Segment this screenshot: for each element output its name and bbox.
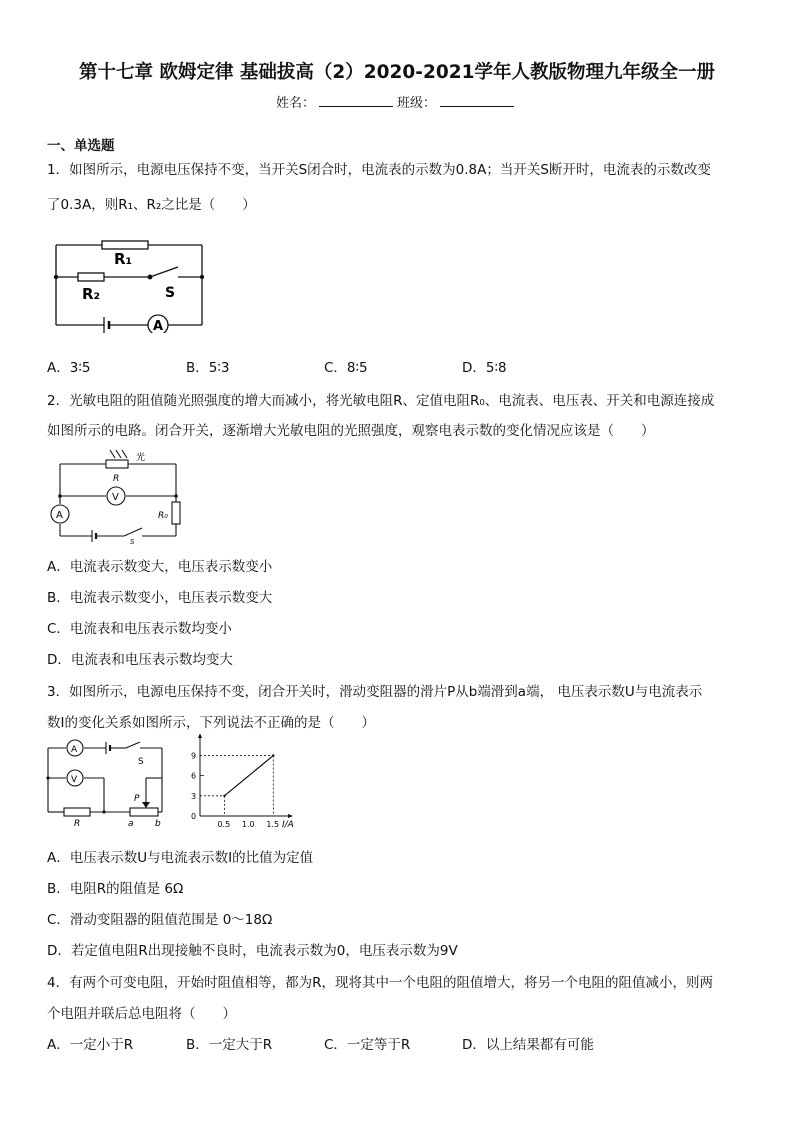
q4-option-a[interactable]: A．一定小于R bbox=[47, 1037, 134, 1053]
q3-label-end-a: a bbox=[128, 819, 134, 829]
x-axis-label: I/A bbox=[282, 820, 294, 830]
q1-option-b[interactable]: B．5∶3 bbox=[186, 360, 230, 376]
q2-label-v: V bbox=[112, 492, 119, 503]
q1-option-a[interactable]: A．3∶5 bbox=[47, 360, 91, 376]
q4-line1: 4．有两个可变电阻，开始时阻值相等，都为R，现将其中一个电阻的阻值增大，将另一个电阻的阻值减小，则两 bbox=[47, 975, 713, 991]
y-tick-label: 6 bbox=[191, 771, 197, 781]
q3-option-b[interactable]: B．电阻R的阻值是 6Ω bbox=[47, 881, 184, 897]
q1-r1-resistor bbox=[102, 241, 148, 249]
q1-node-left bbox=[54, 275, 58, 279]
q1-label-r2: R₂ bbox=[82, 285, 101, 303]
q3-r-resistor bbox=[64, 808, 90, 816]
q1-circuit-figure bbox=[50, 233, 210, 333]
x-tick-label: 1.0 bbox=[241, 820, 255, 829]
q3-label-end-b: b bbox=[155, 819, 161, 829]
q3-label-p: P bbox=[134, 794, 140, 804]
x-tick-label: 0.5 bbox=[217, 820, 231, 829]
q2-label-r: R bbox=[113, 474, 120, 484]
q3-node-left bbox=[46, 776, 49, 779]
page-title: 第十七章 欧姆定律 基础拔高（2）2020-2021学年人教版物理九年级全一册 bbox=[79, 62, 715, 83]
q2-light-ray-1 bbox=[110, 450, 115, 458]
q3-node-bottom bbox=[102, 810, 105, 813]
q3-label-s: S bbox=[138, 757, 144, 767]
y-axis-label bbox=[196, 734, 213, 735]
q2-node-left bbox=[58, 494, 62, 498]
q2-line2: 如图所示的电路。闭合开关，逐渐增大光敏电阻的光照强度，观察电表示数的变化情况应该是（ ） bbox=[47, 423, 655, 439]
q1-line1: 1．如图所示，电源电压保持不变，当开关S闭合时，电流表的示数为0.8A；当开关S断开时，电流表的示数改变 bbox=[47, 162, 711, 178]
q3-label-v: V bbox=[71, 775, 78, 785]
q3-slider-arrow bbox=[142, 802, 150, 808]
q3-circuit-figure bbox=[42, 738, 170, 830]
origin-label: 0 bbox=[191, 812, 197, 821]
class-label: 班级： bbox=[397, 96, 437, 111]
data-series-line bbox=[224, 755, 273, 795]
class-blank bbox=[440, 96, 514, 107]
q3-line2: 数I的变化关系如图所示，下列说法不正确的是（ ） bbox=[47, 715, 375, 731]
q3-option-a[interactable]: A．电压表示数U与电流表示数I的比值为定值 bbox=[47, 850, 314, 866]
data-point bbox=[223, 795, 225, 797]
q3-line1: 3．如图所示，电源电压保持不变，闭合开关时，滑动变阻器的滑片P从b端滑到a端， 电压表示数U与电流表示 bbox=[47, 684, 703, 700]
x-tick-label: 1.5 bbox=[266, 820, 280, 829]
q2-option-d[interactable]: D．电流表和电压表示数均变大 bbox=[47, 652, 233, 668]
q2-option-c[interactable]: C．电流表和电压表示数均变小 bbox=[47, 621, 232, 637]
name-class-line bbox=[0, 92, 794, 111]
q2-switch-blade bbox=[124, 528, 142, 536]
q2-light-ray-3 bbox=[122, 450, 127, 458]
q1-option-c[interactable]: C．8∶5 bbox=[324, 360, 368, 376]
q1-label-s: S bbox=[165, 285, 176, 301]
q4-option-b[interactable]: B．一定大于R bbox=[186, 1037, 273, 1053]
q2-label-r0: R₀ bbox=[158, 511, 168, 521]
y-tick-label: 9 bbox=[191, 751, 197, 761]
q1-switch-blade bbox=[150, 267, 178, 277]
q3-label-a: A bbox=[71, 745, 78, 755]
q3-option-c[interactable]: C．滑动变阻器的阻值范围是 0～18Ω bbox=[47, 912, 273, 928]
q3-ui-graph bbox=[178, 734, 294, 832]
q1-option-d[interactable]: D．5∶8 bbox=[462, 360, 507, 376]
q4-line2: 个电阻并联后总电阻将（ ） bbox=[47, 1006, 236, 1022]
q2-node-right bbox=[174, 494, 178, 498]
q2-option-b[interactable]: B．电流表示数变小，电压表示数变大 bbox=[47, 590, 273, 606]
q2-circuit-figure bbox=[46, 448, 186, 544]
q2-option-a[interactable]: A．电流表示数变大，电压表示数变小 bbox=[47, 559, 273, 575]
q2-photoresistor bbox=[106, 460, 128, 468]
section-title: 一、单选题 bbox=[47, 138, 115, 154]
name-blank bbox=[319, 96, 393, 107]
q2-label-light: 光 bbox=[136, 453, 146, 463]
q2-r0-resistor bbox=[172, 502, 180, 524]
q3-switch-blade bbox=[126, 742, 140, 748]
q3-chart-layer bbox=[191, 734, 294, 830]
q1-line2: 了0.3A，则R₁、R₂之比是（ ） bbox=[47, 197, 256, 213]
q1-label-r1: R₁ bbox=[114, 250, 133, 268]
q2-line1: 2．光敏电阻的阻值随光照强度的增大而减小，将光敏电阻R、定值电阻R₀、电流表、电压表、开关和电源连接成 bbox=[47, 393, 715, 409]
q2-label-a: A bbox=[56, 510, 63, 521]
q1-r2-resistor bbox=[78, 273, 104, 281]
q3-label-r: R bbox=[74, 819, 81, 829]
q2-label-s: S bbox=[130, 538, 135, 544]
x-axis-arrow bbox=[288, 814, 293, 818]
data-point bbox=[272, 754, 274, 756]
q4-option-d[interactable]: D．以上结果都有可能 bbox=[462, 1037, 594, 1053]
q2-light-ray-2 bbox=[116, 450, 121, 458]
name-label: 姓名： bbox=[275, 96, 315, 111]
q3-rheostat bbox=[130, 808, 158, 816]
q1-label-a: A bbox=[153, 319, 164, 333]
y-tick-label: 3 bbox=[191, 791, 197, 801]
q3-option-d[interactable]: D．若定值电阻R出现接触不良时，电流表示数为0，电压表示数为9V bbox=[47, 943, 458, 959]
q4-option-c[interactable]: C．一定等于R bbox=[324, 1037, 411, 1053]
q1-node-right bbox=[200, 275, 204, 279]
